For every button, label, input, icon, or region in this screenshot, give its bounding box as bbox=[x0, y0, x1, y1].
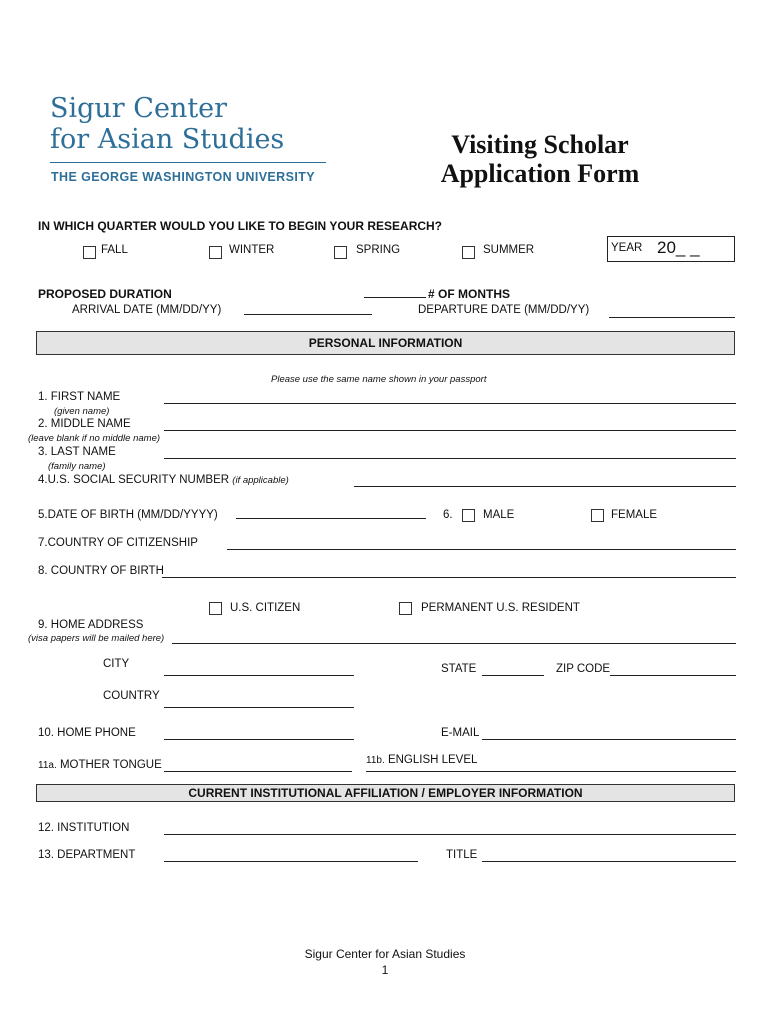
middle-name-label: 2. MIDDLE NAME bbox=[38, 418, 131, 430]
female-label: FEMALE bbox=[611, 509, 658, 521]
country-label: COUNTRY bbox=[103, 690, 160, 702]
footer-org: Sigur Center for Asian Studies bbox=[304, 947, 466, 961]
state-line[interactable] bbox=[482, 675, 544, 676]
year-label: YEAR bbox=[611, 242, 643, 254]
logo-line-1: Sigur Center bbox=[50, 93, 228, 124]
state-label: STATE bbox=[441, 663, 477, 675]
months-label: # OF MONTHS bbox=[428, 287, 511, 301]
logo-line-2: for Asian Studies bbox=[50, 124, 285, 155]
duration-label: PROPOSED DURATION bbox=[38, 287, 172, 301]
affiliation-header: CURRENT INSTITUTIONAL AFFILIATION / EMPLOYER INFORMATION bbox=[36, 784, 735, 802]
arrival-line[interactable] bbox=[244, 314, 372, 315]
home-address-label: 9. HOME ADDRESS bbox=[38, 619, 144, 631]
departure-line[interactable] bbox=[609, 317, 735, 318]
middle-name-hint: (leave blank if no middle name) bbox=[28, 433, 161, 444]
zip-line[interactable] bbox=[610, 675, 736, 676]
city-label: CITY bbox=[103, 658, 130, 670]
last-name-line[interactable] bbox=[164, 458, 736, 459]
ssn-text: 4.U.S. SOCIAL SECURITY NUMBER bbox=[38, 474, 230, 486]
personal-info-header: PERSONAL INFORMATION bbox=[36, 331, 735, 355]
home-phone-line[interactable] bbox=[164, 739, 354, 740]
home-phone-label: 10. HOME PHONE bbox=[38, 727, 136, 739]
female-checkbox[interactable] bbox=[591, 509, 604, 522]
quarter-question: IN WHICH QUARTER WOULD YOU LIKE TO BEGIN YOUR RESEARCH? bbox=[38, 219, 443, 233]
passport-note: Please use the same name shown in your passport bbox=[271, 374, 487, 385]
ssn-label bbox=[38, 474, 289, 486]
mother-tongue-number: 11a. bbox=[38, 760, 57, 771]
year-box[interactable] bbox=[607, 236, 735, 262]
title-line[interactable] bbox=[482, 861, 736, 862]
logo-rule bbox=[50, 162, 326, 163]
zip-label: ZIP CODE bbox=[556, 663, 611, 675]
gender-number: 6. bbox=[443, 509, 453, 521]
english-level-line[interactable] bbox=[366, 771, 736, 772]
institution-label: 12. INSTITUTION bbox=[38, 822, 130, 834]
mother-tongue-label bbox=[38, 759, 162, 771]
home-address-line[interactable] bbox=[172, 643, 736, 644]
mother-tongue-text: MOTHER TONGUE bbox=[59, 759, 162, 771]
ssn-hint: (if applicable) bbox=[232, 475, 289, 486]
male-label: MALE bbox=[483, 509, 515, 521]
form-title bbox=[430, 130, 650, 188]
summer-checkbox[interactable] bbox=[462, 246, 475, 259]
first-name-hint: (given name) bbox=[54, 406, 110, 417]
citizenship-label: 7.COUNTRY OF CITIZENSHIP bbox=[38, 537, 198, 549]
middle-name-line[interactable] bbox=[164, 430, 736, 431]
institution-line[interactable] bbox=[164, 834, 736, 835]
us-citizen-label: U.S. CITIZEN bbox=[230, 602, 301, 614]
birth-country-line[interactable] bbox=[162, 577, 736, 578]
first-name-label: 1. FIRST NAME bbox=[38, 391, 121, 403]
title-label: TITLE bbox=[446, 849, 478, 861]
arrival-label: ARRIVAL DATE (MM/DD/YY) bbox=[72, 304, 222, 316]
citizenship-line[interactable] bbox=[227, 549, 736, 550]
country-line[interactable] bbox=[164, 707, 354, 708]
spring-label: SPRING bbox=[356, 244, 401, 256]
first-name-line[interactable] bbox=[164, 403, 736, 404]
english-level-text: ENGLISH LEVEL bbox=[387, 754, 478, 766]
winter-checkbox[interactable] bbox=[209, 246, 222, 259]
department-line[interactable] bbox=[164, 861, 418, 862]
form-title-line-1: Visiting Scholar bbox=[451, 130, 629, 159]
ssn-line[interactable] bbox=[354, 486, 736, 487]
home-address-hint: (visa papers will be mailed here) bbox=[28, 633, 165, 644]
email-label: E-MAIL bbox=[441, 727, 480, 739]
form-title-line-2: Application Form bbox=[440, 159, 640, 188]
spring-checkbox[interactable] bbox=[334, 246, 347, 259]
fall-checkbox[interactable] bbox=[83, 246, 96, 259]
dob-label: 5.DATE OF BIRTH (MM/DD/YYYY) bbox=[38, 509, 218, 521]
permanent-resident-label: PERMANENT U.S. RESIDENT bbox=[421, 602, 580, 614]
male-checkbox[interactable] bbox=[462, 509, 475, 522]
months-line[interactable] bbox=[364, 297, 426, 298]
footer-page-number: 1 bbox=[381, 963, 389, 977]
last-name-label: 3. LAST NAME bbox=[38, 446, 116, 458]
last-name-hint: (family name) bbox=[48, 461, 106, 472]
us-citizen-checkbox[interactable] bbox=[209, 602, 222, 615]
logo-university: THE GEORGE WASHINGTON UNIVERSITY bbox=[51, 170, 315, 184]
mother-tongue-line[interactable] bbox=[164, 771, 352, 772]
english-level-label bbox=[366, 754, 477, 766]
english-level-number: 11b. bbox=[366, 755, 385, 766]
departure-label: DEPARTURE DATE (MM/DD/YY) bbox=[418, 304, 590, 316]
birth-country-label: 8. COUNTRY OF BIRTH bbox=[38, 565, 164, 577]
city-line[interactable] bbox=[164, 675, 354, 676]
permanent-resident-checkbox[interactable] bbox=[399, 602, 412, 615]
fall-label: FALL bbox=[101, 244, 128, 256]
email-line[interactable] bbox=[482, 739, 736, 740]
year-value: 20_ _ bbox=[657, 238, 700, 257]
department-label: 13. DEPARTMENT bbox=[38, 849, 136, 861]
summer-label: SUMMER bbox=[483, 244, 535, 256]
dob-line[interactable] bbox=[236, 518, 426, 519]
winter-label: WINTER bbox=[229, 244, 275, 256]
